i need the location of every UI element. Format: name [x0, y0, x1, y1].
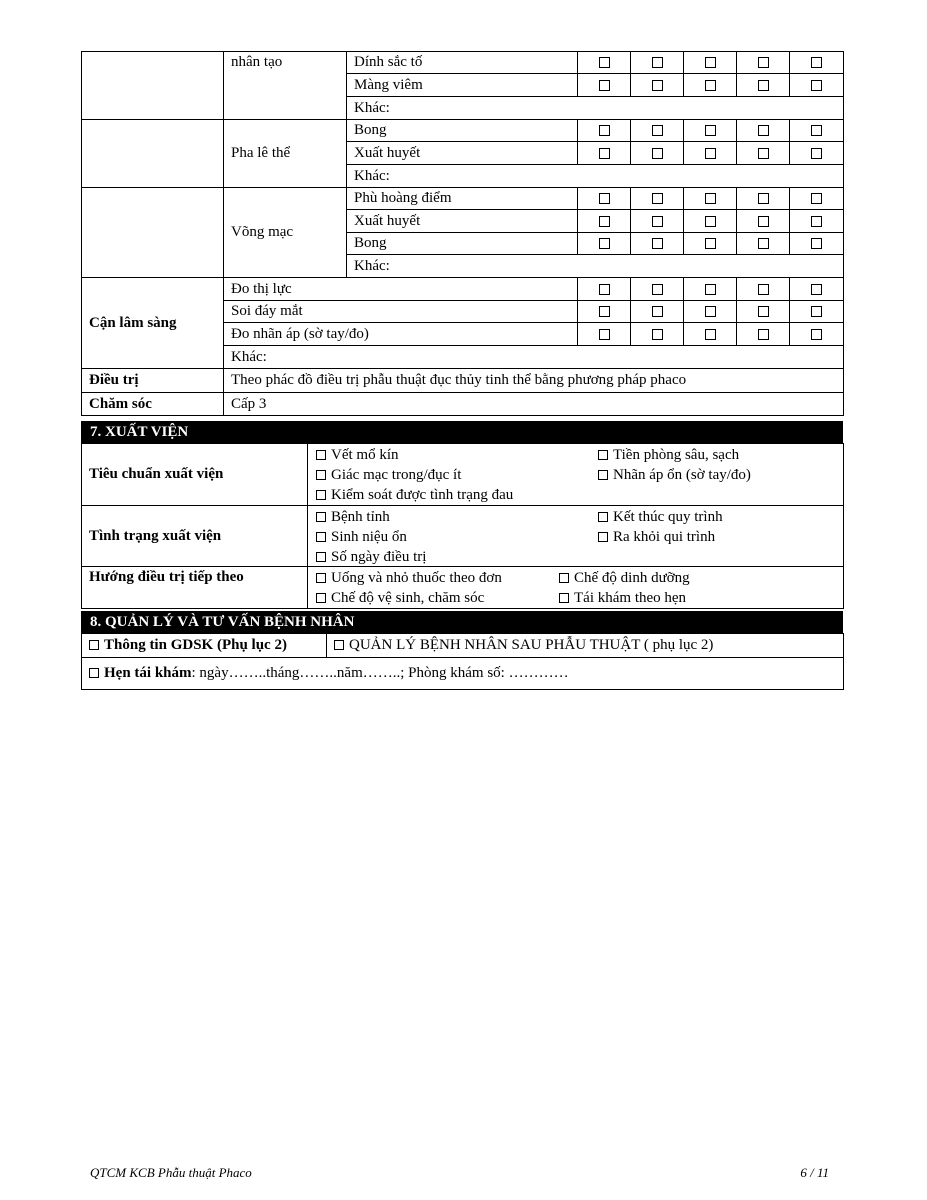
option[interactable]: Chế độ vệ sinh, chăm sóc: [316, 588, 502, 608]
checkbox-icon[interactable]: [598, 450, 608, 460]
checkbox[interactable]: [790, 233, 844, 255]
checkbox[interactable]: [631, 278, 684, 301]
item-label: Đo nhãn áp (sờ tay/đo): [224, 323, 578, 346]
checkbox[interactable]: [578, 52, 631, 74]
item-label: Xuất huyết: [347, 210, 578, 233]
checkbox[interactable]: [790, 323, 844, 346]
checkbox-icon[interactable]: [598, 512, 608, 522]
checkbox[interactable]: [578, 142, 631, 165]
checkbox[interactable]: [684, 323, 737, 346]
checkbox[interactable]: [684, 142, 737, 165]
item-label: Màng viêm: [347, 74, 578, 97]
checkbox-icon[interactable]: [316, 552, 326, 562]
cham-soc-value: Cấp 3: [224, 393, 844, 416]
page-number: 6 / 11: [800, 1165, 829, 1180]
checkbox[interactable]: [631, 233, 684, 255]
cham-soc-label: Chăm sóc: [82, 393, 224, 416]
checkbox[interactable]: [790, 120, 844, 142]
checkbox[interactable]: [631, 210, 684, 233]
option[interactable]: Số ngày điều trị: [316, 547, 426, 567]
checkbox-icon[interactable]: [559, 593, 569, 603]
option[interactable]: Tiền phòng sâu, sạch: [598, 445, 751, 465]
checkbox[interactable]: [631, 301, 684, 323]
checkbox[interactable]: [790, 142, 844, 165]
checkbox[interactable]: [790, 278, 844, 301]
checkbox[interactable]: [790, 74, 844, 97]
group-nhan-tao: nhân tạo: [224, 52, 347, 120]
checkbox[interactable]: [737, 142, 790, 165]
hen-tai-kham-label: Hẹn tái khám: [104, 665, 192, 681]
checkbox[interactable]: [631, 120, 684, 142]
checkbox[interactable]: [790, 210, 844, 233]
checkbox[interactable]: [578, 188, 631, 210]
exam-table: [81, 51, 844, 416]
checkbox[interactable]: [631, 323, 684, 346]
checkbox[interactable]: [684, 301, 737, 323]
item-label: Bong: [347, 233, 578, 255]
checkbox[interactable]: [737, 188, 790, 210]
checkbox[interactable]: [578, 120, 631, 142]
huong-dieu-tri-label: Hướng điều trị tiếp theo: [82, 567, 308, 609]
checkbox-icon[interactable]: [89, 640, 99, 650]
checkbox[interactable]: [578, 323, 631, 346]
checkbox[interactable]: [631, 188, 684, 210]
checkbox[interactable]: [737, 233, 790, 255]
gdsk-option[interactable]: Thông tin GDSK (Phụ lục 2): [82, 634, 327, 658]
quan-ly-option[interactable]: QUẢN LÝ BỆNH NHÂN SAU PHẪU THUẬT ( phụ lục 2): [327, 634, 844, 658]
checkbox[interactable]: [737, 52, 790, 74]
option[interactable]: Kiểm soát được tình trạng đau: [316, 485, 513, 505]
checkbox-icon[interactable]: [316, 490, 326, 500]
checkbox[interactable]: [737, 323, 790, 346]
checkbox[interactable]: [790, 188, 844, 210]
checkbox-icon[interactable]: [316, 573, 326, 583]
option[interactable]: Giác mạc trong/đục ít: [316, 465, 513, 485]
option[interactable]: Vết mổ kín: [316, 445, 513, 465]
hen-tai-kham-value[interactable]: : ngày……..tháng……..năm……..; Phòng khám số: …………: [191, 665, 569, 681]
checkbox[interactable]: [631, 52, 684, 74]
checkbox[interactable]: [737, 278, 790, 301]
checkbox-icon[interactable]: [316, 470, 326, 480]
checkbox[interactable]: [684, 74, 737, 97]
option[interactable]: Nhãn áp ổn (sờ tay/đo): [598, 465, 751, 485]
group-pha-le-the: Pha lê thể: [224, 120, 347, 188]
other-field[interactable]: Khác:: [224, 346, 844, 369]
tieu-chuan-options: [308, 444, 844, 506]
checkbox[interactable]: [737, 74, 790, 97]
group-vong-mac: Võng mạc: [224, 188, 347, 278]
checkbox[interactable]: [631, 74, 684, 97]
checkbox-icon[interactable]: [89, 668, 99, 678]
can-lam-sang-label: Cận lâm sàng: [82, 278, 224, 369]
checkbox[interactable]: [578, 233, 631, 255]
option[interactable]: Kết thúc quy trình: [598, 507, 723, 527]
item-label: Dính sắc tố: [347, 52, 578, 74]
option[interactable]: Bệnh tỉnh: [316, 507, 426, 527]
option[interactable]: Chế độ dinh dưỡng: [559, 568, 690, 588]
blank-cell: [82, 52, 224, 120]
footer-title: QTCM KCB Phẫu thuật Phaco: [90, 1165, 252, 1180]
checkbox[interactable]: [790, 52, 844, 74]
checkbox[interactable]: [578, 278, 631, 301]
checkbox-icon[interactable]: [316, 593, 326, 603]
option[interactable]: Sinh niệu ổn: [316, 527, 426, 547]
other-field[interactable]: Khác:: [347, 97, 844, 120]
checkbox[interactable]: [684, 188, 737, 210]
item-label: Xuất huyết: [347, 142, 578, 165]
dieu-tri-label: Điều trị: [82, 369, 224, 393]
dieu-tri-value: Theo phác đồ điều trị phẫu thuật đục thủy tinh thể bằng phương pháp phaco: [224, 369, 844, 393]
checkbox-icon[interactable]: [316, 532, 326, 542]
checkbox-icon[interactable]: [316, 450, 326, 460]
checkbox-icon[interactable]: [598, 532, 608, 542]
item-label: Soi đáy mắt: [224, 301, 578, 323]
option[interactable]: Tái khám theo hẹn: [559, 588, 690, 608]
blank-cell: [82, 188, 224, 278]
checkbox[interactable]: [737, 120, 790, 142]
section-7-header: 7. XUẤT VIỆN: [81, 421, 843, 443]
checkbox[interactable]: [684, 120, 737, 142]
checkbox[interactable]: [737, 210, 790, 233]
tinh-trang-label: Tình trạng xuất viện: [82, 506, 308, 567]
checkbox[interactable]: [684, 210, 737, 233]
item-label: Phù hoàng điểm: [347, 188, 578, 210]
discharge-table: [81, 443, 844, 609]
checkbox[interactable]: [578, 74, 631, 97]
checkbox[interactable]: [578, 210, 631, 233]
checkbox[interactable]: [578, 301, 631, 323]
item-label: Đo thị lực: [224, 278, 578, 301]
checkbox-icon[interactable]: [559, 573, 569, 583]
tinh-trang-options: [308, 506, 844, 567]
checkbox[interactable]: [631, 142, 684, 165]
option[interactable]: Ra khỏi qui trình: [598, 527, 723, 547]
checkbox[interactable]: [684, 233, 737, 255]
tieu-chuan-label: Tiêu chuẩn xuất viện: [82, 444, 308, 506]
checkbox[interactable]: [684, 52, 737, 74]
checkbox[interactable]: [684, 278, 737, 301]
option[interactable]: Uống và nhỏ thuốc theo đơn: [316, 568, 502, 588]
checkbox-icon[interactable]: [316, 512, 326, 522]
other-field[interactable]: Khác:: [347, 165, 844, 188]
section-8-header: 8. QUẢN LÝ VÀ TƯ VẤN BỆNH NHÂN: [81, 611, 843, 633]
checkbox-icon[interactable]: [598, 470, 608, 480]
item-label: Bong: [347, 120, 578, 142]
management-table: [81, 633, 844, 690]
huong-dieu-tri-options: [308, 567, 844, 609]
blank-cell: [82, 120, 224, 188]
checkbox[interactable]: [790, 301, 844, 323]
other-field[interactable]: Khác:: [347, 255, 844, 278]
hen-tai-kham-row[interactable]: [82, 658, 844, 690]
checkbox[interactable]: [737, 301, 790, 323]
checkbox-icon[interactable]: [334, 640, 344, 650]
